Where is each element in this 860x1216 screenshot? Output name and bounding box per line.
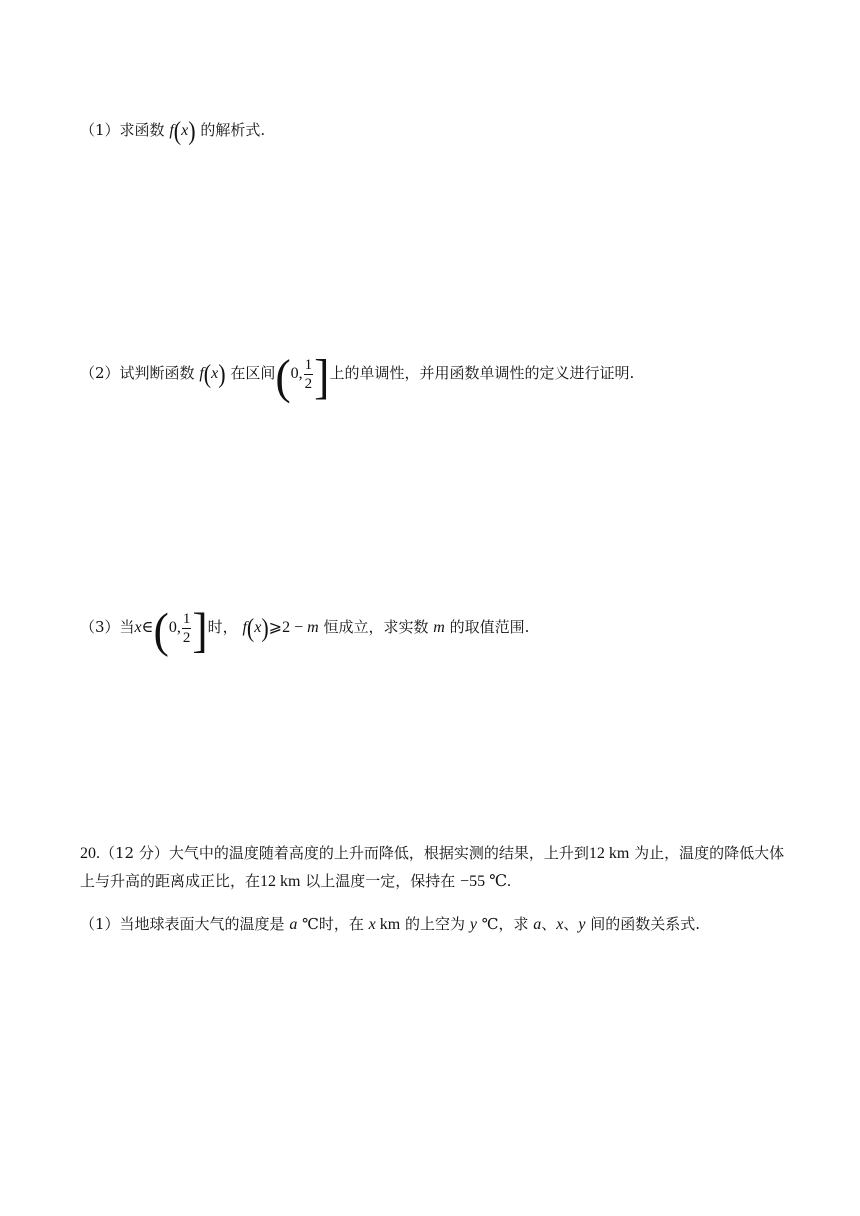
q20-score: （12 分） xyxy=(100,844,169,862)
q20-number: 20. xyxy=(80,845,100,862)
q19-part2-func: f xyxy=(199,365,204,382)
q19-part2-prefix: （2）试判断函数 xyxy=(80,364,195,382)
q19-part3-var: x xyxy=(134,619,142,636)
q19-part1-var: x xyxy=(181,122,189,139)
q19-part2-var: x xyxy=(211,365,219,382)
q19-part3-param: m xyxy=(307,619,319,636)
q19-part3-ineq: ⩾2 − xyxy=(268,619,308,636)
interval-open-paren: ( xyxy=(153,603,169,658)
q19-part3-suffix: 的取值范围. xyxy=(449,618,530,636)
q19-part2: （2）试判断函数 f(x) 在区间(0, $\frac{1}{2}$ ]上的单调性，并用函数单调性的定义进行证明. xyxy=(80,349,635,404)
fraction-one-half: $\frac{1}{2}$ xyxy=(182,610,191,646)
q20-stem-line1: 20.（12 分）大气中的温度随着高度的上升而降低，根据实测的结果，上升到12 km 为止，温度的降低大体 xyxy=(80,844,785,862)
interval-close-bracket: ] xyxy=(314,349,330,404)
q19-part3-interval-left: 0, xyxy=(168,619,181,636)
q19-part1-suffix: 的解析式. xyxy=(200,121,266,139)
q19-part3-func: f xyxy=(242,619,247,636)
q19-part3-prefix: （3）当 xyxy=(80,618,135,636)
q19-part2-interval-left: 0, xyxy=(290,365,303,382)
q19-part3-comma: 时， xyxy=(207,618,238,636)
interval-close-bracket: ] xyxy=(192,603,208,658)
element-of-symbol: ∈ xyxy=(141,619,154,636)
interval-open-paren: ( xyxy=(275,349,291,404)
q19-part3-mid: 恒成立，求实数 xyxy=(323,618,429,636)
q19-part1: （1）求函数 f(x) 的解析式. xyxy=(80,115,266,146)
q20-stem-line2: 上与升高的距离成正比，在12 km 以上温度一定，保持在 −55 ℃. xyxy=(80,872,511,890)
q19-part2-suffix: 上的单调性，并用函数单调性的定义进行证明. xyxy=(329,364,635,382)
q19-part1-prefix: （1）求函数 xyxy=(80,121,165,139)
q19-part2-mid: 在区间 xyxy=(230,364,276,382)
q19-part3-param2: m xyxy=(433,619,445,636)
q20-temp: −55 ℃ xyxy=(460,873,507,890)
q19-part3: （3）当x∈(0, $\frac{1}{2}$ ]时， f(x)⩾2 − m 恒成立，求实数 m 的取值范围. xyxy=(80,603,530,658)
q19-part1-func: f xyxy=(169,122,174,139)
fraction-one-half: $\frac{1}{2}$ xyxy=(304,356,313,392)
q20-part1: （1）当地球表面大气的温度是 a ℃时，在 x km 的上空为 y ℃，求 a、x、y 间的函数关系式. xyxy=(80,915,701,933)
